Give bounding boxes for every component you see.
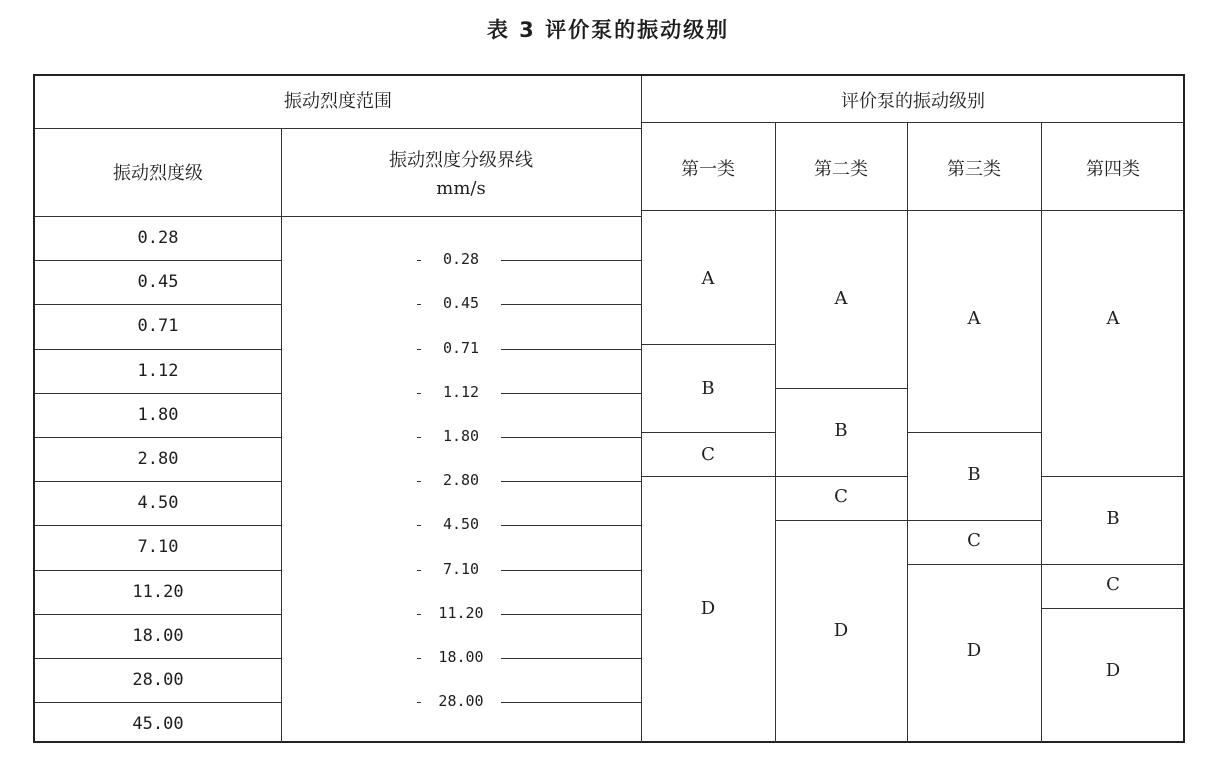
boundary-value: 0.71 xyxy=(421,339,501,357)
grade-c4-c: C xyxy=(1106,574,1120,595)
level-row-divider xyxy=(35,437,281,438)
c1-bc xyxy=(641,432,775,433)
level-value: 1.80 xyxy=(137,404,179,425)
vibration-table xyxy=(33,74,1185,743)
boundary-value: 1.12 xyxy=(421,383,501,401)
level-value: 0.45 xyxy=(137,272,179,293)
grade-c1-b: B xyxy=(701,378,715,399)
grade-c1-c: C xyxy=(701,444,715,465)
grade-c2-c: C xyxy=(834,486,848,507)
level-value: 4.50 xyxy=(137,493,179,514)
header-class-2: 第二类 xyxy=(814,159,868,180)
hdr-sep-right xyxy=(641,122,1185,123)
col-sep-2 xyxy=(641,76,642,743)
level-value: 2.80 xyxy=(137,449,179,469)
header-class-3: 第三类 xyxy=(947,159,1001,180)
c2-ab xyxy=(775,388,907,389)
c3-bc xyxy=(907,520,1041,521)
header-eval-group: 评价泵的振动级别 xyxy=(841,91,985,112)
boundary-value: 28.00 xyxy=(421,692,501,710)
grade-c3-b: B xyxy=(967,464,981,485)
level-value: 18.00 xyxy=(132,625,184,646)
c3-ab xyxy=(907,432,1041,433)
level-row-divider xyxy=(35,349,281,350)
header-level-col: 振动烈度级 xyxy=(113,163,203,184)
hdr-bottom-left xyxy=(35,216,641,217)
boundary-value: 1.80 xyxy=(421,427,501,445)
c4-bc xyxy=(1041,564,1185,565)
grade-c2-d: D xyxy=(833,620,849,641)
boundary-value: 4.50 xyxy=(421,515,501,533)
header-class-4: 第四类 xyxy=(1086,159,1140,180)
c4-ab xyxy=(1041,476,1185,477)
level-row-divider xyxy=(35,481,281,482)
boundary-value: 11.20 xyxy=(421,604,501,622)
boundary-value: 0.28 xyxy=(421,250,501,268)
grade-c3-c: C xyxy=(967,530,981,551)
hdr-sep-left xyxy=(35,128,641,129)
col-sep-1 xyxy=(281,128,282,743)
header-range-group: 振动烈度范围 xyxy=(284,91,392,112)
hdr-bottom-right xyxy=(641,210,1185,211)
header-boundary-unit: mm/s xyxy=(436,177,486,199)
c3-cd xyxy=(907,564,1041,565)
grade-c1-d: D xyxy=(700,598,716,619)
table-title: 表 3 评价泵的振动级别 xyxy=(486,18,730,42)
grade-c2-a: A xyxy=(834,288,848,309)
grade-c1-a: A xyxy=(701,268,715,289)
c2-bc xyxy=(775,476,907,477)
header-class-1: 第一类 xyxy=(681,159,735,180)
level-value: 1.12 xyxy=(137,360,179,381)
level-value: 28.00 xyxy=(132,670,184,690)
grade-c4-d: D xyxy=(1105,660,1121,681)
grade-c4-b: B xyxy=(1106,508,1120,529)
c1-ab xyxy=(641,344,775,345)
level-value: 0.71 xyxy=(137,316,179,337)
level-row-divider xyxy=(35,393,281,394)
level-value: 45.00 xyxy=(132,714,184,735)
grade-c4-a: A xyxy=(1106,308,1120,329)
grade-c2-b: B xyxy=(834,420,848,441)
level-row-divider xyxy=(35,614,281,615)
boundary-value: 18.00 xyxy=(421,648,501,666)
level-row-divider xyxy=(35,304,281,305)
level-row-divider xyxy=(35,260,281,261)
level-row-divider xyxy=(35,570,281,571)
boundary-value: 7.10 xyxy=(421,560,501,578)
c2-cd xyxy=(775,520,907,521)
grade-c3-d: D xyxy=(966,640,982,661)
c4-cd xyxy=(1041,608,1185,609)
col-sep-5 xyxy=(1041,122,1042,743)
level-value: 11.20 xyxy=(132,581,184,602)
level-value: 0.28 xyxy=(137,228,179,248)
header-boundary-line1: 振动烈度分级界线 xyxy=(389,149,533,171)
level-value: 7.10 xyxy=(137,537,179,558)
level-row-divider xyxy=(35,658,281,659)
c1-cd xyxy=(641,476,775,477)
level-row-divider xyxy=(35,702,281,703)
boundary-value: 2.80 xyxy=(421,471,501,489)
grade-c3-a: A xyxy=(967,308,981,329)
header-boundary-col xyxy=(281,128,641,216)
level-row-divider xyxy=(35,525,281,526)
boundary-value: 0.45 xyxy=(421,294,501,312)
